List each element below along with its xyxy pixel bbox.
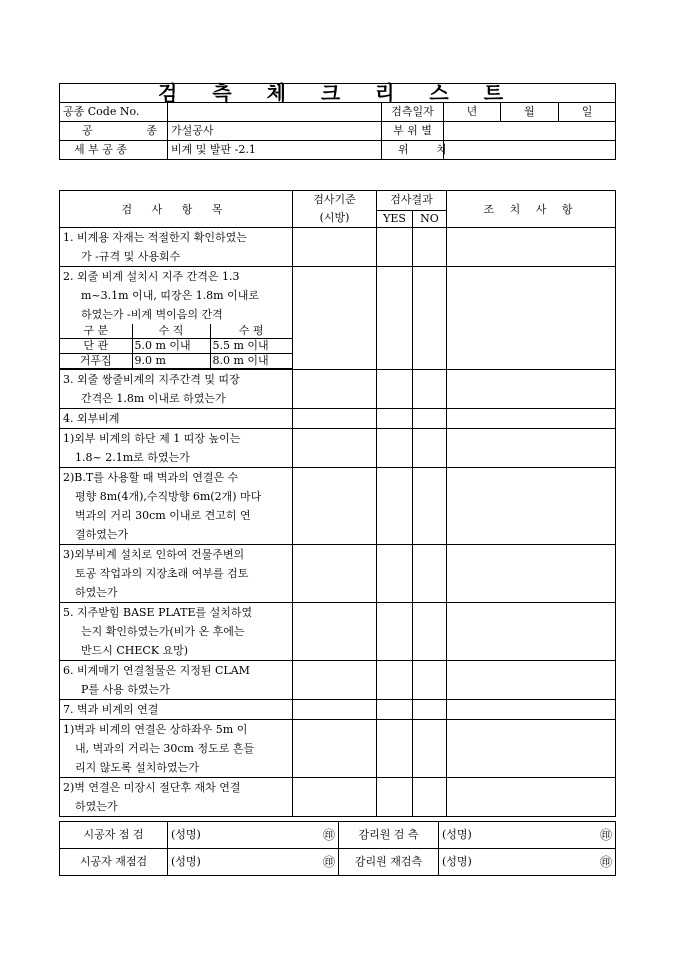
no-cell[interactable] [413,429,447,468]
item-line: 5. 지주받힘 BASE PLATE를 설치하였 [63,606,253,619]
location-value[interactable] [444,141,616,160]
item-7 [60,700,293,720]
checklist-row-7-1 [60,720,616,778]
item-line: 토공 작업과의 지장초래 여부를 검토 [75,567,249,580]
col-standard-line2: (시방) [319,211,350,224]
item-line: 벽과의 거리 30cm 이내로 견고히 연 [75,509,251,522]
item-line: 1.8~ 2.1m로 하였는가 [75,451,190,464]
subtable-cell: 단 관 [60,339,132,354]
part-value[interactable] [444,122,616,141]
action-cell[interactable] [447,267,616,370]
action-cell[interactable] [447,545,616,603]
checklist-row-7-2 [60,778,616,817]
item-3 [60,370,293,409]
supervisor-reinspect-name[interactable]: (성명) [439,849,547,876]
item-line: 결하였는가 [75,528,129,541]
checklist-row-6 [60,661,616,700]
item-2 [60,267,293,370]
subtable-header: 수 직 [132,324,210,339]
item-line: 2)B.T를 사용할 때 벽과의 연결은 수 [63,471,239,484]
date-year[interactable]: 년 [444,103,501,122]
location-label: 위 치 [382,141,444,160]
item-line: 가 -규격 및 사용회수 [81,250,181,263]
col-item-header: 검 사 항 목 [60,191,293,228]
item-line: 하였는가 -비계 벽이음의 간격 [81,308,223,321]
yes-cell[interactable] [377,267,413,370]
yes-cell[interactable] [377,429,413,468]
item-1 [60,228,293,267]
col-action-header: 조 치 사 항 [447,191,616,228]
item-line: 평향 8m(4개),수직방향 6m(2개) 마다 [75,490,262,503]
standard-cell[interactable] [293,545,377,603]
checklist-row-4-3 [60,545,616,603]
item-line: 3. 외줄 쌍줄비계의 지주간격 및 띠장 [63,373,240,386]
col-no-header: NO [413,210,447,227]
subtable-cell: 8.0 m 이내 [210,354,292,369]
code-label: 공종 Code No. [60,103,168,122]
item-line: 2)벽 연결은 미장시 절단후 재차 연결 [63,781,241,794]
part-label: 부 위 별 [382,122,444,141]
col-result-header: 검사결과 [377,191,447,211]
subtrade-label: 세 부 공 종 [60,141,168,160]
yes-cell[interactable] [377,468,413,545]
inspector-check-label: 시공자 점 검 [60,822,168,849]
item-line: 4. 외부비계 [63,412,120,425]
action-cell[interactable] [447,720,616,778]
col-standard-header [293,191,377,228]
yes-cell[interactable] [377,370,413,409]
col-yes-header: YES [377,210,413,227]
item-line: 1)벽과 비계의 연결은 상하좌우 5m 이 [63,723,248,736]
signature-row-1 [60,822,616,849]
no-cell[interactable] [413,228,447,267]
subtable-cell: 거푸집 [60,354,132,369]
checklist-row-2 [60,267,616,370]
item-line: 1. 비계용 자재는 적절한지 확인하였는 [63,231,247,244]
no-cell[interactable] [413,603,447,661]
yes-cell[interactable] [377,603,413,661]
checklist-row-4-2 [60,468,616,545]
item-line: 1)외부 비계의 하단 제 1 띠장 높이는 [63,432,241,445]
seal-icon: ㊞ [547,849,616,876]
seal-icon: ㊞ [547,822,616,849]
action-cell[interactable] [447,778,616,817]
item-line: 7. 벽과 비계의 연결 [63,703,159,716]
action-cell[interactable] [447,700,616,720]
item-line: 하였는가 [75,586,118,599]
no-cell[interactable] [413,267,447,370]
no-cell[interactable] [413,700,447,720]
item-line: 하였는가 [75,800,118,813]
item-line: 6. 비계매기 연결철물은 지정된 CLAM [63,664,250,677]
supervisor-inspect-label: 감리원 검 측 [339,822,439,849]
action-cell[interactable] [447,409,616,429]
wall-tie-spacing-table [60,324,292,369]
col-standard-line1: 검사기준 [313,193,356,206]
trade-label: 공 종 [60,122,168,141]
inspector-check-name[interactable]: (성명) [168,822,276,849]
item-7-1 [60,720,293,778]
standard-cell[interactable] [293,267,377,370]
standard-cell[interactable] [293,700,377,720]
standard-cell[interactable] [293,409,377,429]
date-month[interactable]: 월 [501,103,559,122]
item-line: P를 사용 하였는가 [81,683,170,696]
action-cell[interactable] [447,661,616,700]
action-cell[interactable] [447,228,616,267]
signature-row-2 [60,849,616,876]
item-line: 2. 외줄 비계 설치시 지주 간격은 1.3 [63,270,240,283]
inspector-recheck-name[interactable]: (성명) [168,849,276,876]
yes-cell[interactable] [377,228,413,267]
code-value[interactable] [168,103,382,122]
checklist-row-5 [60,603,616,661]
standard-cell[interactable] [293,228,377,267]
item-7-2 [60,778,293,817]
item-6 [60,661,293,700]
action-cell[interactable] [447,429,616,468]
standard-cell[interactable] [293,429,377,468]
standard-cell[interactable] [293,720,377,778]
no-cell[interactable] [413,545,447,603]
checklist-row-4 [60,409,616,429]
header-table [59,83,616,160]
item-line: 내, 벽과의 거리는 30cm 정도로 흔들 [75,742,255,755]
subtable-header: 구 분 [60,324,132,339]
no-cell[interactable] [413,661,447,700]
item-line: m~3.1m 이내, 띠장은 1.8m 이내로 [81,289,259,302]
supervisor-inspect-name[interactable]: (성명) [439,822,547,849]
item-line: 간격은 1.8m 이내로 하였는가 [81,392,226,405]
page-title: 검 측 체 크 리 스 트 [60,84,616,103]
subtable-cell: 5.0 m 이내 [132,339,210,354]
yes-cell[interactable] [377,409,413,429]
item-4-2 [60,468,293,545]
standard-cell[interactable] [293,778,377,817]
item-line: 반드시 CHECK 요망) [81,644,189,657]
standard-cell[interactable] [293,603,377,661]
trade-value[interactable]: 가설공사 [168,122,382,141]
item-4-3 [60,545,293,603]
action-cell[interactable] [447,603,616,661]
checklist-row-7 [60,700,616,720]
subtable-header: 수 평 [210,324,292,339]
signature-table [59,821,616,876]
yes-cell[interactable] [377,661,413,700]
seal-icon: ㊞ [276,849,339,876]
date-day[interactable]: 일 [559,103,616,122]
supervisor-reinspect-label: 감리원 재검측 [339,849,439,876]
item-line: 는지 확인하였는가(비가 온 후에는 [81,625,245,638]
item-line: 리지 않도록 설치하였는가 [75,761,199,774]
standard-cell[interactable] [293,370,377,409]
standard-cell[interactable] [293,468,377,545]
checklist-row-3 [60,370,616,409]
subtable-cell: 9.0 m [132,354,210,369]
date-label: 검측일자 [382,103,444,122]
inspector-recheck-label: 시공자 재점검 [60,849,168,876]
action-cell[interactable] [447,468,616,545]
item-line: 3)외부비계 설치로 인하여 건물주변의 [63,548,245,561]
seal-icon: ㊞ [276,822,339,849]
checklist-row-4-1 [60,429,616,468]
checklist-table [59,190,616,817]
item-4-1 [60,429,293,468]
item-4 [60,409,293,429]
item-5 [60,603,293,661]
action-cell[interactable] [447,370,616,409]
yes-cell[interactable] [377,545,413,603]
yes-cell[interactable] [377,720,413,778]
no-cell[interactable] [413,409,447,429]
no-cell[interactable] [413,720,447,778]
no-cell[interactable] [413,468,447,545]
subtrade-value[interactable]: 비계 및 발판 -2.1 [168,141,382,160]
yes-cell[interactable] [377,778,413,817]
yes-cell[interactable] [377,700,413,720]
no-cell[interactable] [413,778,447,817]
no-cell[interactable] [413,370,447,409]
checklist-row-1 [60,228,616,267]
subtable-cell: 5.5 m 이내 [210,339,292,354]
standard-cell[interactable] [293,661,377,700]
